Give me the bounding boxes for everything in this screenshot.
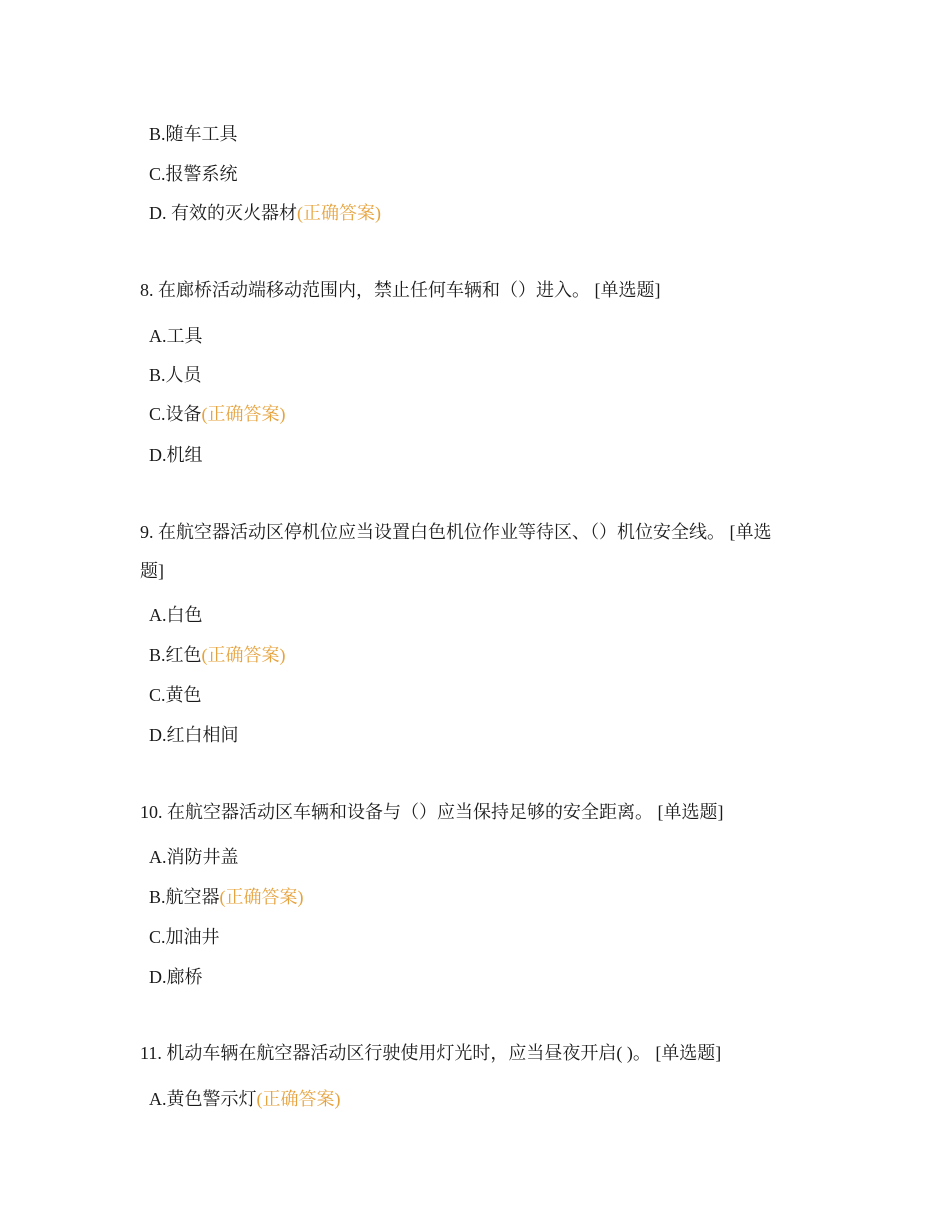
- option-8-d: [149, 444, 203, 466]
- option-9-c: [149, 684, 202, 706]
- option-text: C.加油井: [149, 927, 220, 947]
- option-text: B.随车工具: [149, 124, 238, 144]
- option-text: D.机组: [149, 445, 203, 465]
- option-10-c: [149, 926, 220, 948]
- option-9-b: [149, 644, 286, 666]
- option-text: B.航空器: [149, 887, 220, 907]
- question-10: 10. 在航空器活动区车辆和设备与（）应当保持足够的安全距离。 [单选题]: [140, 802, 724, 822]
- option-text: A.工具: [149, 326, 203, 346]
- option-text: C.报警系统: [149, 164, 238, 184]
- option-text: D. 有效的灭火器材: [149, 203, 297, 223]
- correct-answer-marker: (正确答案): [219, 887, 304, 907]
- option-10-b: [149, 886, 304, 908]
- option-text: D.红白相间: [149, 725, 239, 745]
- option-7-c: [149, 163, 238, 185]
- question-9-line-2: 题]: [140, 561, 164, 581]
- correct-answer-marker: (正确答案): [297, 203, 381, 223]
- option-9-a: [149, 604, 203, 626]
- option-8-b: [149, 364, 202, 386]
- option-8-c: [149, 403, 286, 425]
- option-text: D.廊桥: [149, 967, 203, 987]
- question-9-line-1: 9. 在航空器活动区停机位应当设置白色机位作业等待区、（）机位安全线。 [单选: [140, 522, 772, 542]
- option-text: B.人员: [149, 365, 202, 385]
- option-10-d: [149, 966, 203, 988]
- correct-answer-marker: (正确答案): [201, 404, 286, 424]
- correct-answer-marker: (正确答案): [201, 645, 286, 665]
- option-text: B.红色: [149, 645, 202, 665]
- option-7-d: [149, 202, 381, 224]
- option-11-a: [149, 1088, 341, 1110]
- correct-answer-marker: (正确答案): [256, 1089, 341, 1109]
- option-text: C.黄色: [149, 685, 202, 705]
- option-text: C.设备: [149, 404, 202, 424]
- option-text: A.黄色警示灯: [149, 1089, 257, 1109]
- option-9-d: [149, 724, 239, 746]
- option-8-a: [149, 325, 203, 347]
- question-8: 8. 在廊桥活动端移动范围内，禁止任何车辆和（）进入。 [单选题]: [140, 280, 661, 300]
- option-text: A.白色: [149, 605, 203, 625]
- option-text: A.消防井盖: [149, 847, 239, 867]
- question-11: 11. 机动车辆在航空器活动区行驶使用灯光时，应当昼夜开启( )。 [单选题]: [140, 1043, 722, 1063]
- option-10-a: [149, 846, 239, 868]
- option-7-b: [149, 123, 238, 145]
